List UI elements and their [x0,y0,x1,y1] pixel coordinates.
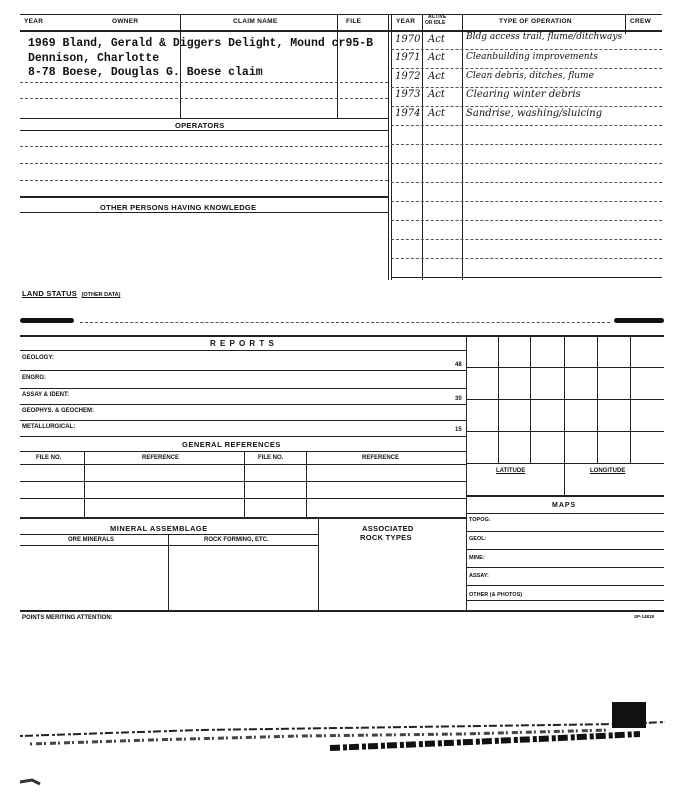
geol-label: GEOL: [469,536,487,542]
file-no-header: FILE NO. [36,455,62,461]
page-number: 30 [455,396,462,402]
divider-crew [625,14,626,34]
divider-main [388,14,389,280]
engrg-label: ENGRG: [22,375,46,381]
geophys-label: GEOPHYS. & GEOCHEM: [22,408,95,414]
op-status: Act [428,108,445,119]
page-number: 48 [455,362,462,368]
maps-heading: MAPS [552,502,577,509]
or-idle-header: OR IDLE [425,20,446,26]
operators-heading: OPERATORS [175,121,225,130]
op-status: Act [428,52,445,63]
top-rule [20,14,662,15]
reference-header: REFERENCE [362,455,400,461]
longitude-label: LONGITUDE [590,468,626,474]
assay-label: ASSAY & IDENT: [22,392,70,398]
geology-label: GEOLOGY: [22,355,54,361]
owner-row: Dennison, Charlotte [28,52,160,65]
op-year: 1974 [395,108,421,119]
associated-heading: ASSOCIATED [362,524,414,533]
owner-row: 1969 Bland, Gerald & Diggers Delight, Mound cr95-B [28,37,374,50]
points-meriting-attention-label: POINTS MERITING ATTENTION: [22,615,113,621]
op-status: Act [428,71,445,82]
mineral-assemblage-heading: MINERAL ASSEMBLAGE [110,524,208,533]
owner-header: OWNER [112,18,139,25]
topog-label: TOPOG: [469,517,491,523]
crew-header: CREW [630,18,652,25]
op-type: Clearing winter debris [466,89,581,100]
scan-smudge [614,318,664,323]
form-number: SP-14818 [634,614,655,619]
op-type: Bldg access trail, flume/ditchways [466,32,623,42]
op-status: Act [428,34,445,45]
file-no-header: FILE NO. [258,455,284,461]
reports-heading: R E P O R T S [210,339,275,348]
other-persons-heading: OTHER PERSONS HAVING KNOWLEDGE [100,203,257,212]
year-header: YEAR [24,18,44,25]
scan-smudge [20,318,74,323]
other-photos-label: OTHER (& PHOTOS) [469,592,523,598]
owner-row: 8-78 Boese, Douglas G. Boese claim [28,66,263,79]
op-type: Clean debris, ditches, flume [466,71,594,81]
claim-name-header: CLAIM NAME [233,18,278,25]
divider-file [337,14,338,118]
latitude-label: LATITUDE [496,468,526,474]
op-status: Act [428,89,445,100]
op-year: 1971 [395,52,421,63]
op-type: Sandrise, washing/sluicing [466,108,603,119]
land-status-heading: LAND STATUS (OTHER DATA) [22,289,121,298]
scan-noise [0,690,678,809]
op-type: Cleanbuilding improvements [466,52,598,62]
rock-forming-header: ROCK FORMING, ETC. [204,537,269,543]
op-year: 1973 [395,89,421,100]
page-number: 15 [455,427,462,433]
file-header: FILE [346,18,362,25]
reference-header: REFERENCE [142,455,180,461]
mine-label: MINE: [469,555,485,561]
rock-types-heading: ROCK TYPES [360,533,412,542]
metallurgical-label: METALLURGICAL: [22,424,76,430]
op-year: 1970 [395,34,421,45]
active-header: ACTIVE [428,14,447,20]
assay-map-label: ASSAY: [469,573,489,579]
ore-minerals-header: ORE MINERALS [68,537,115,543]
general-references-heading: GENERAL REFERENCES [182,440,281,449]
type-of-operation-header: TYPE OF OPERATION [499,18,572,25]
op-year: 1972 [395,71,421,82]
year2-header: YEAR [396,18,416,25]
